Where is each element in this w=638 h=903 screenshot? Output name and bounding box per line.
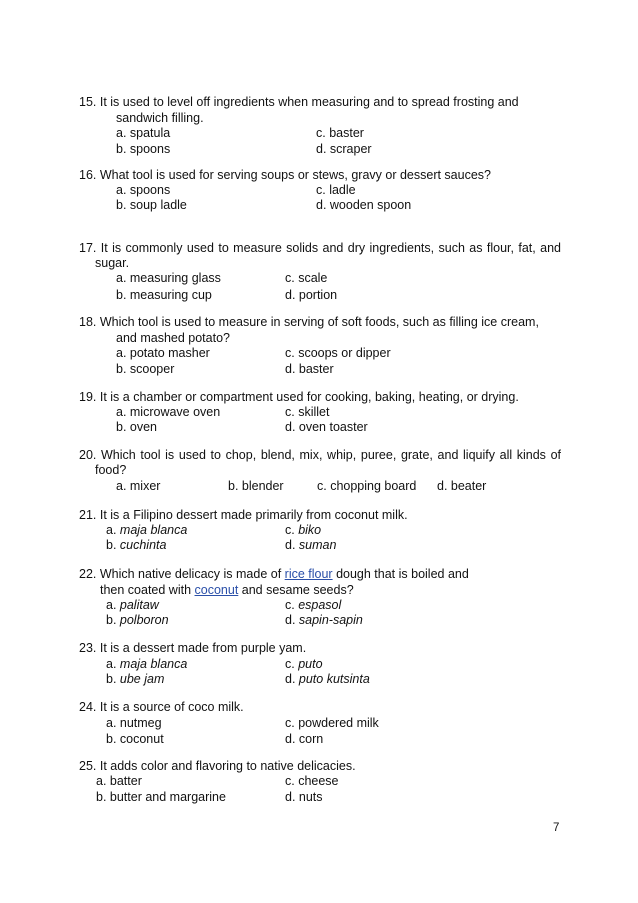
question-20-option-d: d. beater (437, 479, 487, 493)
question-16-option-c: c. ladle (316, 183, 356, 197)
question-24-option-a: a. nutmeg (106, 716, 162, 730)
question-21-option-a: a. maja blanca (106, 523, 188, 537)
question-21-option-d: d. suman (285, 538, 337, 552)
question-24-text: 24. It is a source of coco milk. (79, 700, 244, 714)
question-18-option-b: b. scooper (116, 362, 175, 376)
question-21-text: 21. It is a Filipino dessert made primarily from coconut milk. (79, 508, 408, 522)
question-15-option-a: a. spatula (116, 126, 171, 140)
question-23-option-b: b. ube jam (106, 672, 165, 686)
question-25-text: 25. It adds color and flavoring to native delicacies. (79, 759, 356, 773)
question-18-option-a: a. potato masher (116, 346, 210, 360)
question-23-option-a: a. maja blanca (106, 657, 188, 671)
question-22-text: 22. Which native delicacy is made of rice flour dough that is boiled and (79, 567, 469, 581)
question-15-option-c: c. baster (316, 126, 364, 140)
question-15-option-d: d. scraper (316, 142, 372, 156)
question-24-option-b: b. coconut (106, 732, 164, 746)
question-15-option-b: b. spoons (116, 142, 171, 156)
question-19-option-c: c. skillet (285, 405, 330, 419)
question-16-text: 16. What tool is used for serving soups or stews, gravy or dessert sauces? (79, 168, 491, 182)
question-18-text-cont: and mashed potato? (116, 331, 230, 345)
question-18-option-c: c. scoops or dipper (285, 346, 391, 360)
question-25-option-d: d. nuts (285, 790, 323, 804)
question-23-option-c: c. puto (285, 657, 323, 671)
rice-flour-link[interactable]: rice flour (284, 567, 333, 581)
question-23-text: 23. It is a dessert made from purple yam. (79, 641, 307, 655)
question-25-option-b: b. butter and margarine (96, 790, 226, 804)
question-20-option-b: b. blender (228, 479, 284, 493)
question-22-option-c: c. espasol (285, 598, 342, 612)
question-18-option-d: d. baster (285, 362, 334, 376)
question-23-option-d: d. puto kutsinta (285, 672, 370, 686)
page-number: 7 (553, 822, 560, 834)
question-22-option-b: b. polboron (106, 613, 169, 627)
question-16-option-d: d. wooden spoon (316, 198, 412, 212)
question-25-option-a: a. batter (96, 774, 142, 788)
question-20-text-cont: food? (95, 463, 127, 477)
question-20-option-a: a. mixer (116, 479, 161, 493)
question-19-text: 19. It is a chamber or compartment used for cooking, baking, heating, or drying. (79, 390, 519, 404)
question-22-option-a: a. palitaw (106, 598, 159, 612)
question-19-option-a: a. microwave oven (116, 405, 221, 419)
question-24-option-d: d. corn (285, 732, 324, 746)
coconut-link[interactable]: coconut (194, 583, 239, 597)
question-16-option-a: a. spoons (116, 183, 171, 197)
question-25-option-c: c. cheese (285, 774, 339, 788)
question-15-text-cont: sandwich filling. (116, 111, 204, 125)
question-17-text: 17. It is commonly used to measure solids and dry ingredients, such as flour, fat, and (79, 241, 561, 255)
question-17-option-b: b. measuring cup (116, 288, 212, 302)
question-21-option-c: c. biko (285, 523, 322, 537)
question-22-text-cont: then coated with coconut and sesame seeds? (100, 583, 354, 597)
question-16-option-b: b. soup ladle (116, 198, 187, 212)
question-15-text: 15. It is used to level off ingredients when measuring and to spread frosting and (79, 95, 519, 109)
question-19-option-b: b. oven (116, 420, 158, 434)
question-19-option-d: d. oven toaster (285, 420, 368, 434)
question-20-text: 20. Which tool is used to chop, blend, mix, whip, puree, grate, and liquify all kinds of (79, 448, 561, 462)
question-17-option-a: a. measuring glass (116, 271, 221, 285)
question-17-option-d: d. portion (285, 288, 338, 302)
question-24-option-c: c. powdered milk (285, 716, 379, 730)
question-17-option-c: c. scale (285, 271, 328, 285)
question-18-text: 18. Which tool is used to measure in serving of soft foods, such as filling ice cream, (79, 315, 539, 329)
question-20-option-c: c. chopping board (317, 479, 417, 493)
question-21-option-b: b. cuchinta (106, 538, 167, 552)
question-17-text-cont: sugar. (95, 256, 130, 270)
question-22-option-d: d. sapin-sapin (285, 613, 363, 627)
